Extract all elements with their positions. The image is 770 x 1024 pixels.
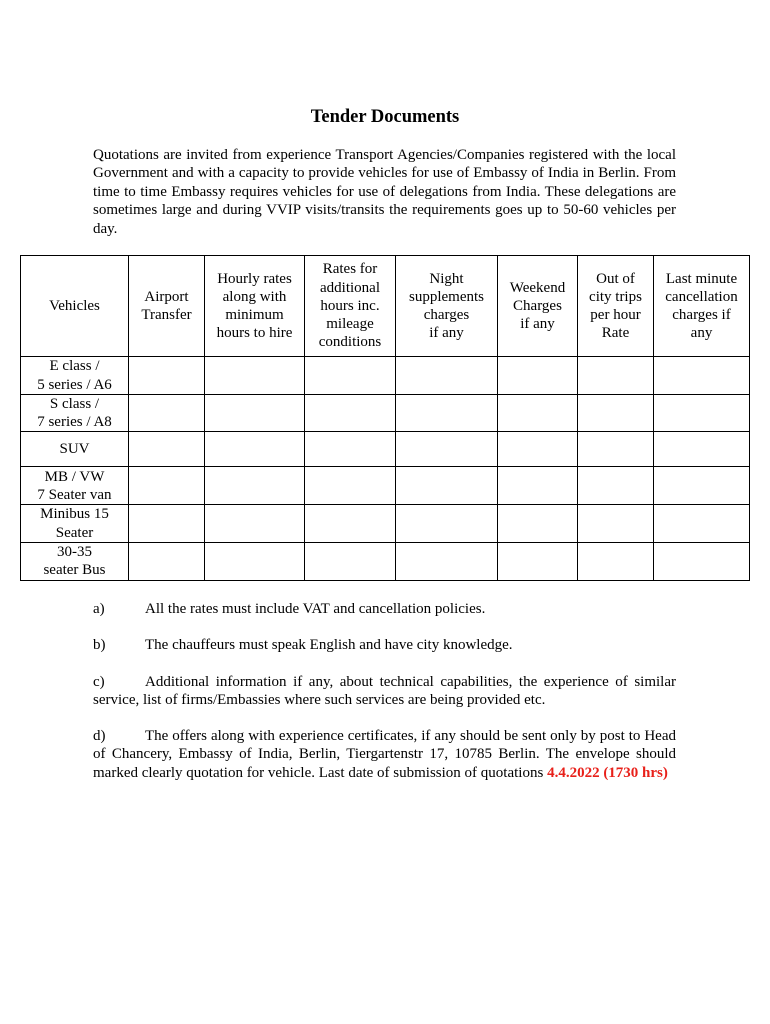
header-airport-transfer: Airport Transfer	[129, 256, 205, 357]
note-b-text: The chauffeurs must speak English and have city knowledge.	[145, 637, 513, 653]
table-row	[21, 395, 750, 432]
rate-cell	[129, 542, 205, 580]
rate-cell	[498, 395, 578, 432]
rate-cell	[578, 542, 654, 580]
rate-cell	[205, 357, 305, 395]
rate-cell	[396, 542, 498, 580]
rate-cell	[654, 395, 750, 432]
rate-cell	[396, 432, 498, 467]
table-row	[21, 542, 750, 580]
rate-cell	[205, 467, 305, 505]
vehicle-cell: 30-35 seater Bus	[21, 542, 129, 580]
rate-cell	[205, 542, 305, 580]
rate-cell	[305, 467, 396, 505]
rate-cell	[654, 542, 750, 580]
note-d-label: d)	[93, 728, 106, 744]
note-a-label: a)	[93, 601, 105, 617]
rate-cell	[654, 357, 750, 395]
submission-deadline: 4.4.2022 (1730 hrs)	[547, 764, 668, 781]
note-a	[93, 600, 676, 618]
table-row	[21, 357, 750, 395]
header-out-of-city: Out of city trips per hour Rate	[578, 256, 654, 357]
note-b	[93, 636, 676, 654]
header-vehicles: Vehicles	[21, 256, 129, 357]
rate-cell	[498, 505, 578, 542]
rate-cell	[305, 542, 396, 580]
vehicle-cell: Minibus 15 Seater	[21, 505, 129, 542]
rate-cell	[498, 357, 578, 395]
rate-cell	[396, 357, 498, 395]
header-cancellation: Last minute cancellation charges if any	[654, 256, 750, 357]
rate-cell	[396, 467, 498, 505]
vehicle-cell: E class / 5 series / A6	[21, 357, 129, 395]
rate-cell	[498, 542, 578, 580]
rate-cell	[129, 395, 205, 432]
table-row	[21, 467, 750, 505]
vehicle-cell: S class / 7 series / A8	[21, 395, 129, 432]
note-c	[93, 673, 676, 710]
rate-cell	[654, 467, 750, 505]
rate-cell	[205, 505, 305, 542]
intro-paragraph: Quotations are invited from experience Transport Agencies/Companies registered with the local Government and with a capacity to provide vehicles for use of Embassy of India in Berlin. From time to time Embassy requires vehicles for use of delegations from India. These delegations are sometimes large and during VVIP visits/transits the requirements goes up to 50-60 vehicles per day.	[93, 147, 676, 237]
rate-cell	[578, 395, 654, 432]
rate-cell	[654, 432, 750, 467]
rate-cell	[205, 432, 305, 467]
header-night-supplements: Night supplements charges if any	[396, 256, 498, 357]
table-header-row	[21, 256, 750, 357]
rate-cell	[498, 467, 578, 505]
vehicle-cell: SUV	[21, 432, 129, 467]
rate-cell	[205, 395, 305, 432]
note-d-text: The offers along with experience certificates, if any should be sent only by post to Head of Chancery, Embassy of India, Berlin, Tiergartenstr 17, 10785 Berlin. The envelope should marked clearly quotation for vehicle. Last date of submission of quotations	[93, 728, 676, 781]
rate-cell	[305, 505, 396, 542]
rate-cell	[578, 357, 654, 395]
rate-cell	[129, 357, 205, 395]
note-d	[93, 727, 676, 782]
rate-cell	[129, 467, 205, 505]
rate-cell	[305, 357, 396, 395]
vehicle-rates-table	[20, 255, 750, 581]
vehicle-cell: MB / VW 7 Seater van	[21, 467, 129, 505]
header-weekend-charges: Weekend Charges if any	[498, 256, 578, 357]
rate-cell	[578, 467, 654, 505]
rate-cell	[129, 432, 205, 467]
rate-cell	[305, 432, 396, 467]
rate-cell	[498, 432, 578, 467]
rate-cell	[129, 505, 205, 542]
rate-cell	[396, 505, 498, 542]
table-row	[21, 432, 750, 467]
rate-cell	[578, 505, 654, 542]
note-c-text: Additional information if any, about technical capabilities, the experience of similar service, list of firms/Embassies where such services are being provided etc.	[93, 674, 676, 709]
rate-cell	[654, 505, 750, 542]
header-additional-hours: Rates for additional hours inc. mileage conditions	[305, 256, 396, 357]
rate-cell	[305, 395, 396, 432]
rate-cell	[396, 395, 498, 432]
note-a-text: All the rates must include VAT and cancellation policies.	[145, 601, 486, 617]
rate-cell	[578, 432, 654, 467]
header-hourly-rates: Hourly rates along with minimum hours to hire	[205, 256, 305, 357]
note-b-label: b)	[93, 637, 106, 653]
table-row	[21, 505, 750, 542]
note-c-label: c)	[93, 674, 105, 690]
document-title: Tender Documents	[310, 107, 460, 127]
